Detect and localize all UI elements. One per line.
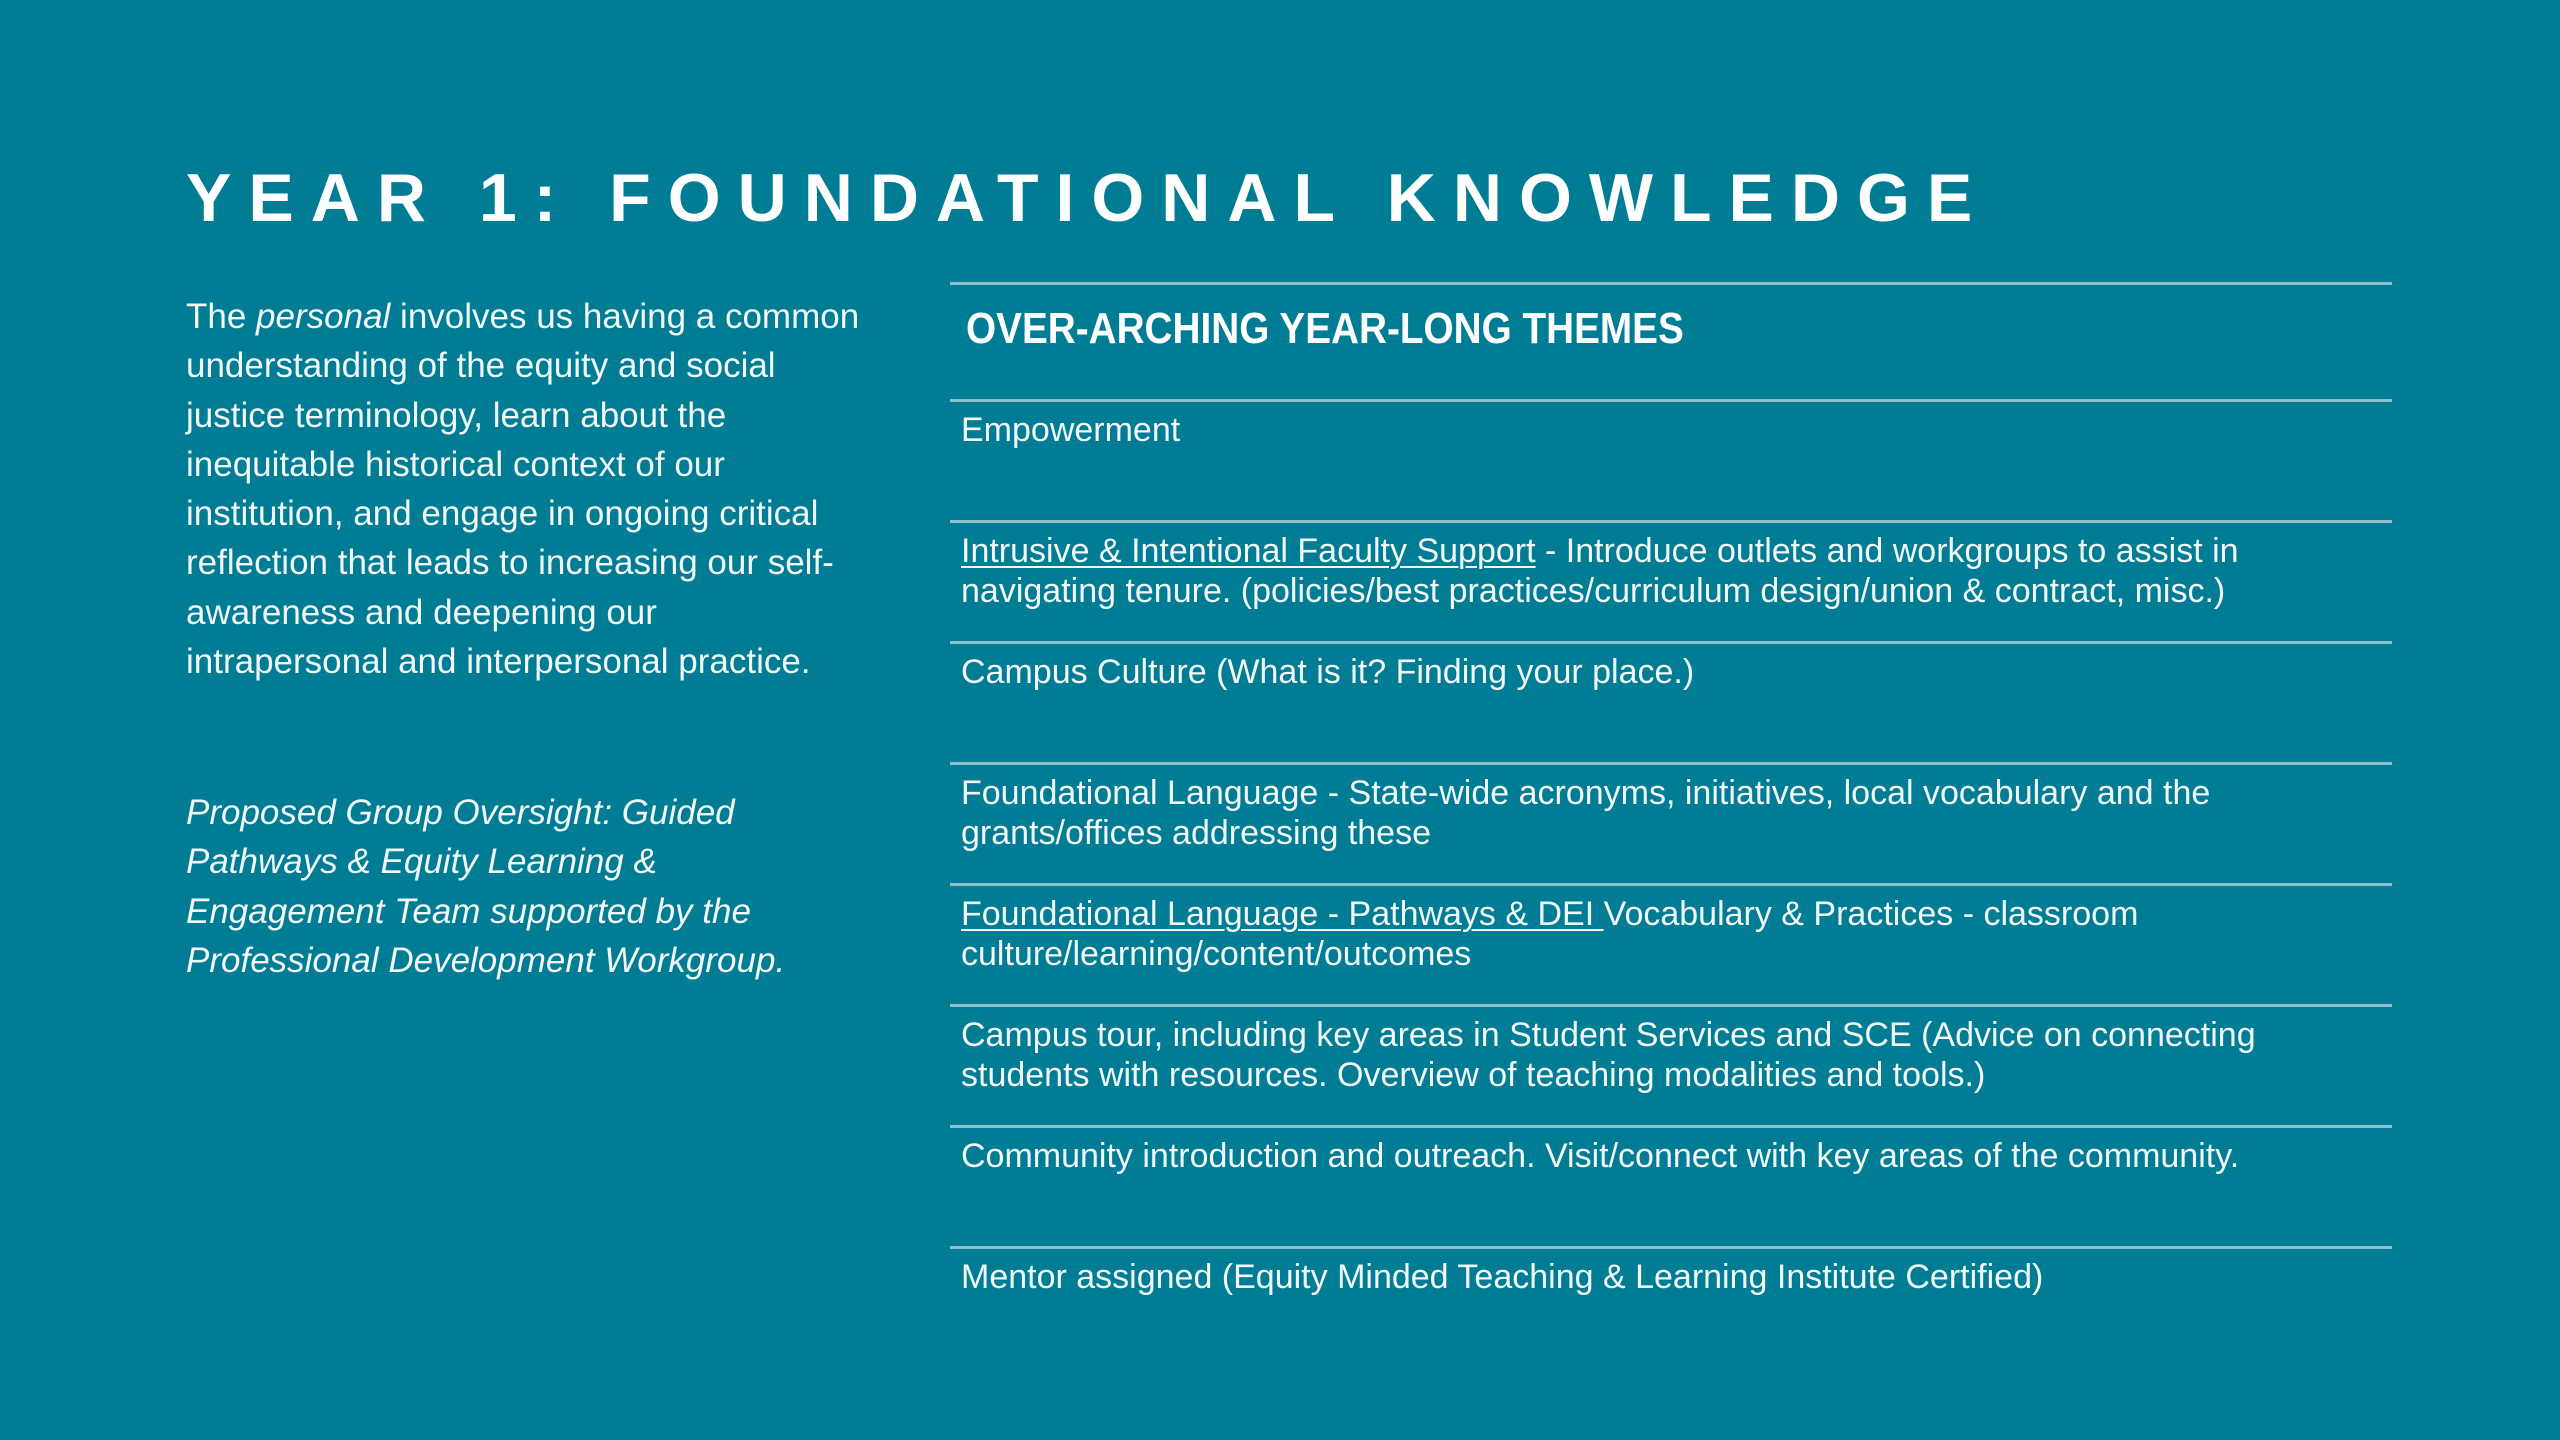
theme-row <box>950 644 2392 765</box>
intro-column <box>186 292 866 686</box>
theme-row <box>950 1007 2392 1128</box>
theme-text: Campus tour, including key areas in Student Services and SCE (Advice on connecting students with resources. Overview of teaching modalities and tools.) <box>961 1016 2256 1094</box>
theme-text: - Introduce outlets and workgroups to assist in navigating tenure. (policies/best practices/curriculum design/union & contract, misc.) <box>961 532 2239 610</box>
theme-row <box>950 402 2392 523</box>
intro-emphasis: personal <box>256 297 391 336</box>
intro-lead: The <box>186 297 257 336</box>
theme-text: Community introduction and outreach. Visit/connect with key areas of the community. <box>961 1137 2240 1175</box>
oversight-note: Proposed Group Oversight: Guided Pathways & Equity Learning & Engagement Team supported by the Professional Development Workgroup. <box>186 793 786 980</box>
theme-underlined: Foundational Language - Pathways & DEI <box>961 895 1604 933</box>
theme-text: Mentor assigned (Equity Minded Teaching & Learning Institute Certified) <box>961 1258 2044 1296</box>
theme-row <box>950 1249 2392 1370</box>
theme-text: Vocabulary & Practices - classroom culture/learning/content/outcomes <box>961 895 2139 973</box>
theme-row <box>950 765 2392 886</box>
theme-text: Foundational Language - State-wide acronyms, initiatives, local vocabulary and the grants/offices addressing these <box>961 774 2211 852</box>
themes-table <box>950 282 2392 1370</box>
themes-header <box>950 282 2392 402</box>
intro-paragraph <box>186 292 866 686</box>
theme-row <box>950 1128 2392 1249</box>
slide-title: YEAR 1: FOUNDATIONAL KNOWLEDGE <box>186 160 1990 236</box>
themes-heading: OVER-ARCHING YEAR-LONG THEMES <box>966 304 1684 353</box>
intro-body: involves us having a common understanding of the equity and social justice terminology, learn about the inequitable historical context of our institution, and engage in ongoing critical reflection that leads to increasing our self-awareness and deepening our intrapersonal and interpersonal practice. <box>186 297 860 682</box>
theme-text: Empowerment <box>961 411 1181 449</box>
theme-row <box>950 886 2392 1007</box>
theme-underlined: Intrusive & Intentional Faculty Support <box>961 532 1536 570</box>
theme-text: Campus Culture (What is it? Finding your place.) <box>961 653 1695 691</box>
theme-row <box>950 523 2392 644</box>
